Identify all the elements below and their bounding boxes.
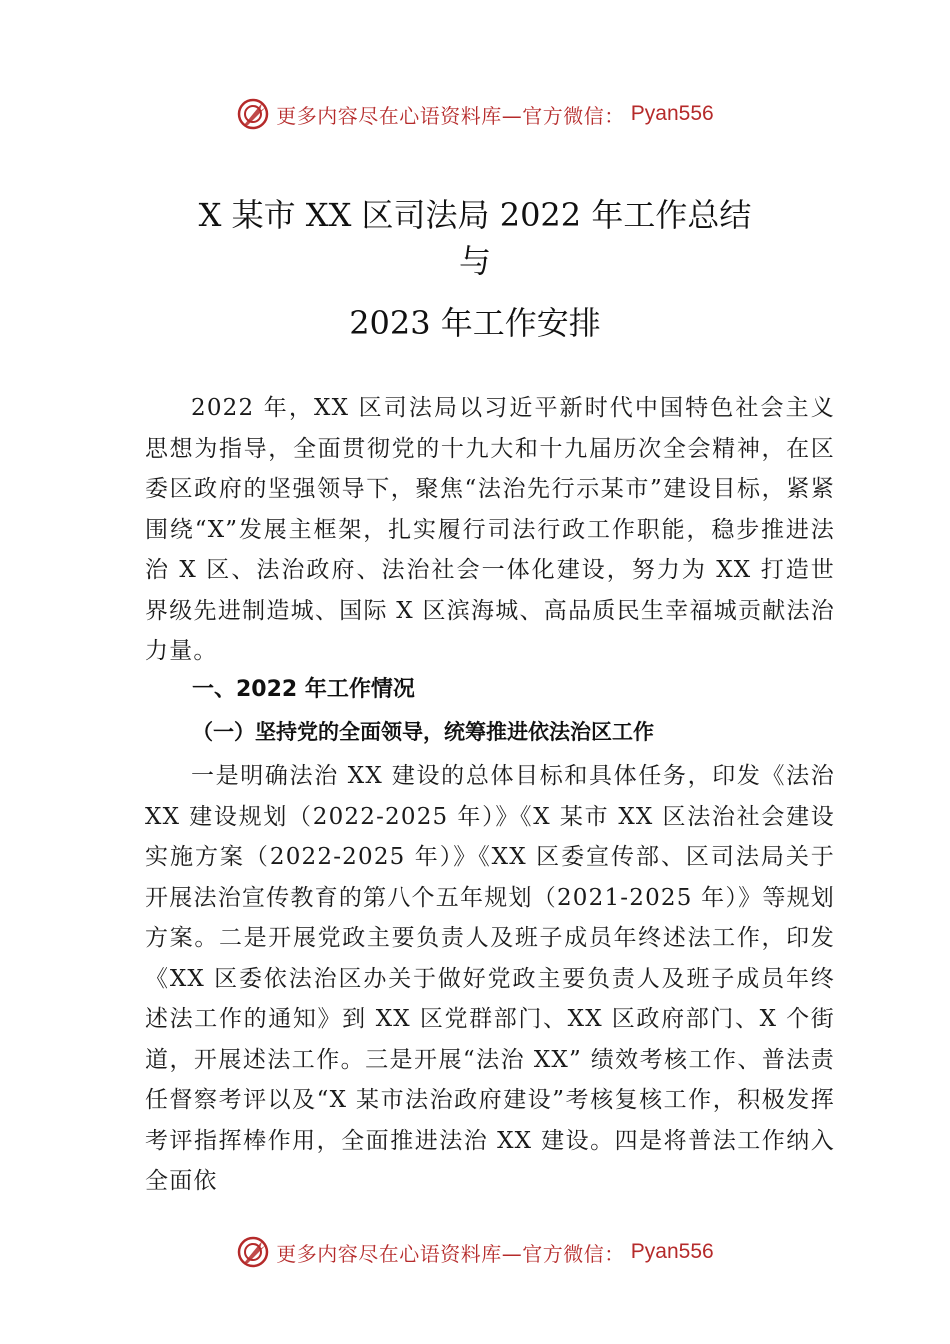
intro-section — [145, 388, 835, 672]
subsection-body — [145, 756, 835, 1202]
watermark-header — [0, 94, 950, 134]
document-title-line-2: 与 — [458, 242, 491, 280]
quill-logo-icon — [236, 97, 270, 131]
subsection-heading: （一）坚持党的全面领导，统筹推进依法治区工作 — [192, 719, 654, 744]
watermark-wechat-id: Pyan556 — [630, 1240, 714, 1263]
watermark-footer — [0, 1232, 950, 1272]
section-heading: 一、2022 年工作情况 — [192, 677, 415, 702]
intro-paragraph: 2022 年，XX 区司法局以习近平新时代中国特色社会主义思想为指导，全面贯彻党的十九大和十九届历次全会精神，在区委区政府的坚强领导下，聚焦“法治先行示某市”建设目标，紧紧围绕“X”发展主框架，扎实履行司法行政工作职能，稳步推进法治 X 区、法治政府、法治社会一体化建设，努力为 XX 打造世界级先进制造城、国际 X 区滨海城、高品质民生幸福城贡献法治力量。 — [145, 395, 835, 664]
quill-logo-icon — [236, 1235, 270, 1269]
watermark-text: 更多内容尽在心语资料库—官方微信： — [276, 103, 625, 128]
watermark-text: 更多内容尽在心语资料库—官方微信： — [276, 1241, 625, 1266]
watermark-wechat-id: Pyan556 — [630, 102, 714, 125]
document-title-line-3: 2023 年工作安排 — [349, 304, 601, 342]
subsection-paragraph: 一是明确法治 XX 建设的总体目标和具体任务，印发《法治 XX 建设规划（2022-2025 年）》《X 某市 XX 区法治社会建设实施方案（2022-2025 年）》《XX 区委宣传部、区司法局关于开展法治宣传教育的第八个五年规划（2021-2025 年）》等规划方案。二是开展党政主要负责人及班子成员年终述法工作，印发《XX 区委依法治区办关于做好党政主要负责人及班子成员年终述法工作的通知》到 XX 区党群部门、XX 区政府部门、X 个街道，开展述法工作。三是开展“法治 XX” 绩效考核工作、普法责任督察考评以及“X 某市法治政府建设”考核复核工作，积极发挥考评指挥棒作用，全面推进法治 XX 建设。四是将普法工作纳入全面依 — [145, 763, 835, 1194]
document-title-line-1: X 某市 XX 区司法局 2022 年工作总结 — [198, 196, 752, 234]
